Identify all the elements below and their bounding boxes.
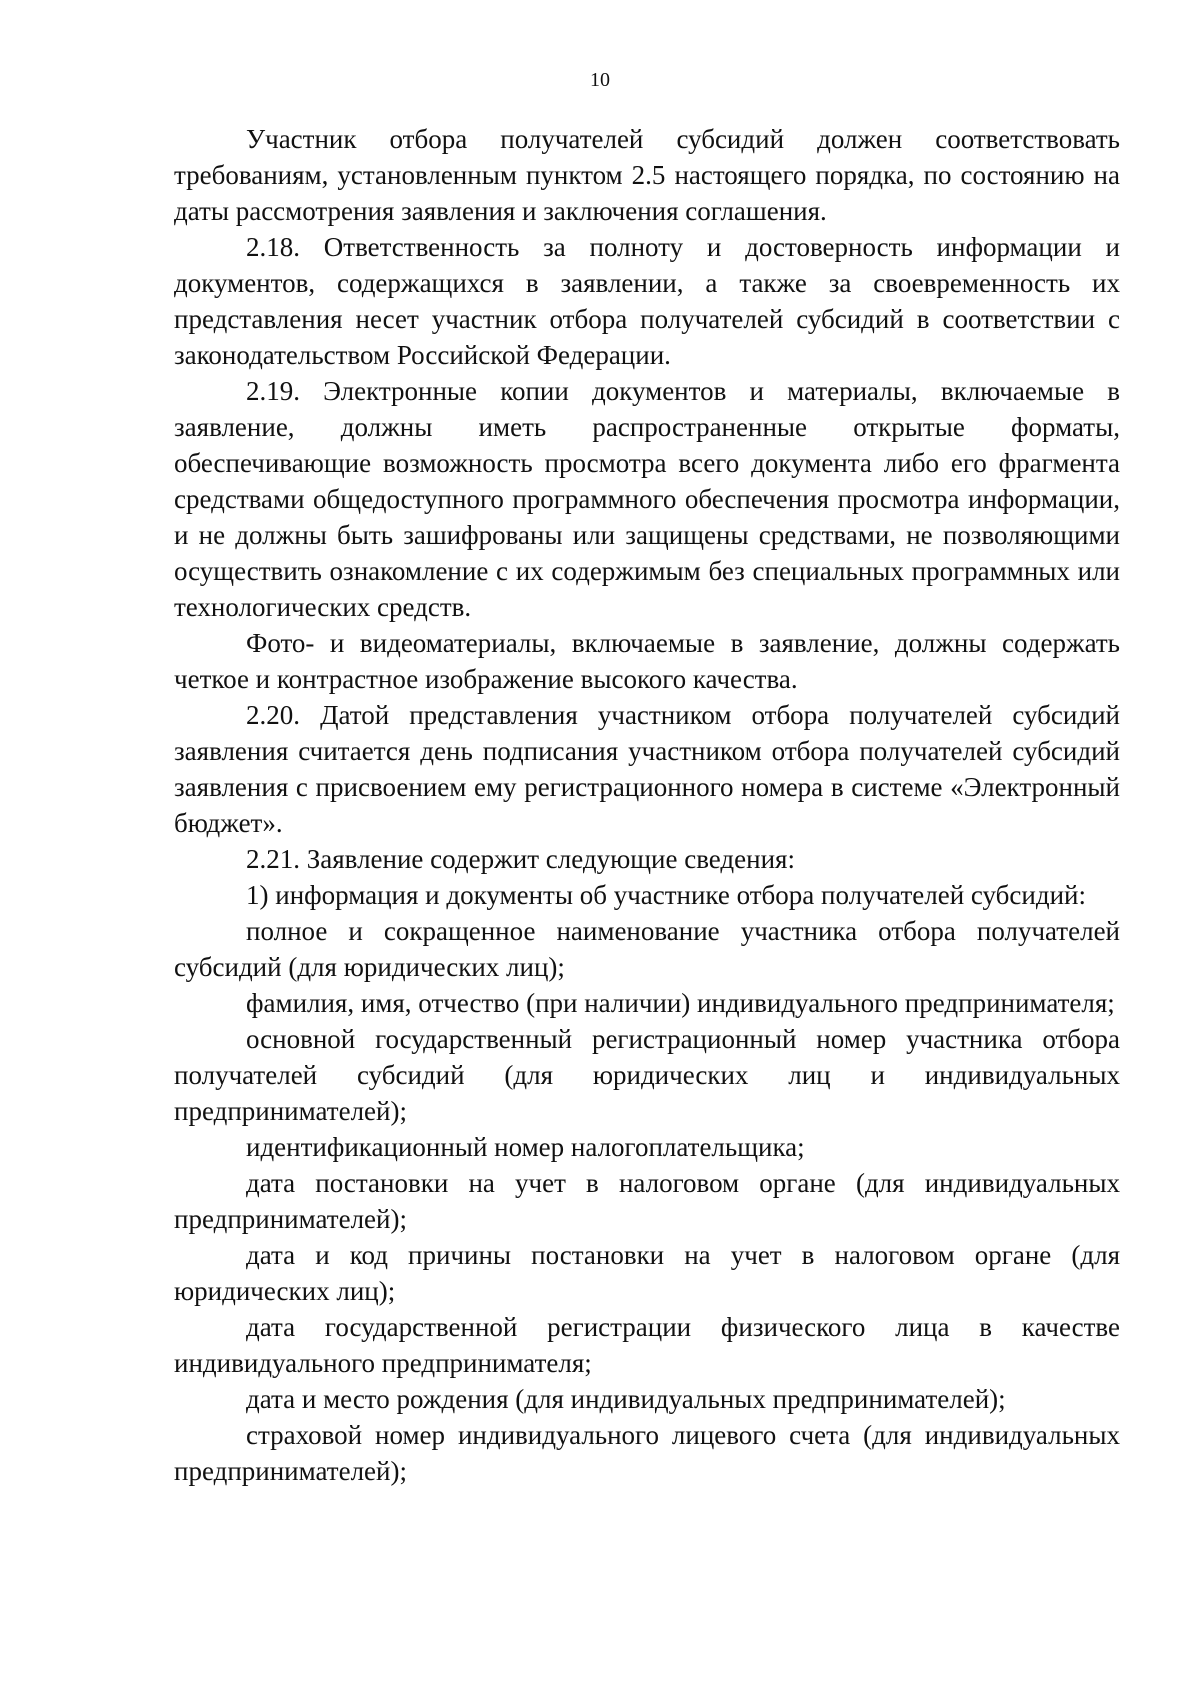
- paragraph-photo-video: Фото- и видеоматериалы, включаемые в заявление, должны содержать четкое и контрастное изображение высокого качества.: [174, 628, 1120, 694]
- paragraph-2-19: 2.19. Электронные копии документов и материалы, включаемые в заявление, должны иметь распространенные открытые форматы, обеспечивающие возможность просмотра всего документа либо его фрагмента средствами общедоступного программного обеспечения просмотра информации, и не должны быть зашифрованы или защищены средствами, не позволяющими осуществить ознакомление с их содержимым без специальных программных или технологических средств.: [174, 376, 1120, 622]
- page-number: 10: [590, 69, 610, 91]
- list-item-1: 1) информация и документы об участнике отбора получателей субсидий:: [246, 880, 1086, 910]
- paragraph-participant-requirements: Участник отбора получателей субсидий должен соответствовать требованиям, установленным пунктом 2.5 настоящего порядка, по состоянию на даты рассмотрения заявления и заключения соглашения.: [174, 124, 1120, 226]
- paragraph-2-21: 2.21. Заявление содержит следующие сведения:: [246, 844, 795, 874]
- list-item-snils: страховой номер индивидуального лицевого счета (для индивидуальных предпринимателей);: [174, 1420, 1120, 1486]
- list-item-kpp: дата и код причины постановки на учет в налоговом органе (для юридических лиц);: [174, 1240, 1120, 1306]
- list-item-fio: фамилия, имя, отчество (при наличии) индивидуального предпринимателя;: [246, 988, 1115, 1018]
- paragraph-2-20: 2.20. Датой представления участником отбора получателей субсидий заявления считается день подписания участником отбора получателей субсидий заявления с присвоением ему регистрационного номера в системе «Электронный бюджет».: [174, 700, 1120, 838]
- list-item-tax-registration-date: дата постановки на учет в налоговом органе (для индивидуальных предпринимателей);: [174, 1168, 1120, 1234]
- paragraph-2-18: 2.18. Ответственность за полноту и достоверность информации и документов, содержащихся в заявлении, а также за своевременность их представления несет участник отбора получателей субсидий в соответствии с законодательством Российской Федерации.: [174, 232, 1120, 370]
- list-item-state-registration-date: дата государственной регистрации физического лица в качестве индивидуального предпринимателя;: [174, 1312, 1120, 1378]
- list-item-full-name: полное и сокращенное наименование участника отбора получателей субсидий (для юридических лиц);: [174, 916, 1120, 982]
- list-item-inn: идентификационный номер налогоплательщика;: [246, 1132, 805, 1162]
- document-body: [174, 121, 1120, 1489]
- list-item-ogrn: основной государственный регистрационный номер участника отбора получателей субсидий (для юридических лиц и индивидуальных предпринимателей);: [174, 1024, 1120, 1126]
- list-item-birth-date-place: дата и место рождения (для индивидуальных предпринимателей);: [246, 1384, 1006, 1414]
